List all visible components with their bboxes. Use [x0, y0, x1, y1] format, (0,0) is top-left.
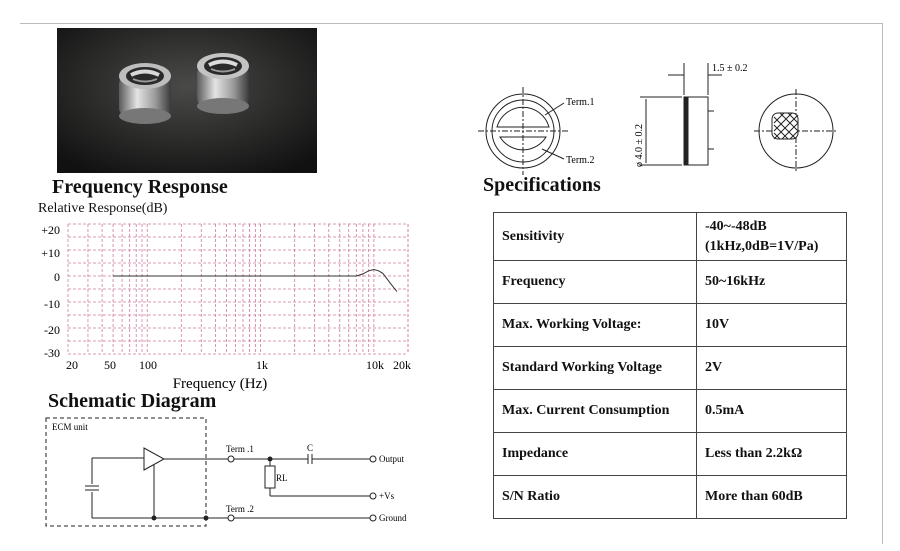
capsule-right — [197, 53, 249, 114]
spec-value: More than 60dB — [697, 476, 847, 519]
x-tick-labels — [66, 358, 411, 372]
spec-value: 10V — [697, 304, 847, 347]
specifications-title: Specifications — [483, 174, 601, 196]
term2-label: Term .2 — [226, 504, 254, 514]
x-tick-label: 10k — [366, 358, 384, 372]
capsule-left — [119, 63, 171, 124]
y-tick-label: +20 — [41, 223, 60, 237]
spec-key: Max. Current Consumption — [494, 390, 697, 433]
frequency-response-title: Frequency Response — [52, 176, 228, 198]
microphone-image — [57, 28, 317, 173]
front-view — [478, 87, 568, 175]
x-tick-label: 50 — [104, 358, 116, 372]
spec-row-impedance — [494, 433, 847, 476]
drawing-term1-label: Term.1 — [566, 97, 595, 108]
spec-row-current — [494, 390, 847, 433]
dimension-drawings — [470, 55, 850, 185]
spec-key: Frequency — [494, 261, 697, 304]
frequency-response-chart — [30, 218, 420, 393]
c-label: C — [307, 443, 314, 453]
diameter-dimension: ø 4.0 ± 0.2 — [634, 124, 645, 167]
spec-value-line: -40~-48dB — [705, 218, 767, 234]
product-photo — [57, 28, 317, 173]
rear-view — [754, 89, 838, 173]
output-label: Output — [379, 454, 405, 464]
spec-value-line: (1kHz,0dB=1V/Pa) — [705, 238, 819, 254]
x-tick-label: 1k — [256, 358, 268, 372]
rl-resistor — [265, 466, 275, 488]
chart-grid — [68, 224, 408, 354]
spec-key: Impedance — [494, 433, 697, 476]
thickness-dimension: 1.5 ± 0.2 — [712, 63, 748, 74]
specifications-table — [493, 212, 847, 519]
spec-value: 50~16kHz — [697, 261, 847, 304]
spec-row-max-voltage — [494, 304, 847, 347]
side-view — [640, 63, 722, 165]
spec-value: 0.5mA — [697, 390, 847, 433]
spec-key: Sensitivity — [494, 213, 697, 261]
schematic-title: Schematic Diagram — [48, 390, 217, 412]
y-tick-labels — [41, 223, 60, 360]
x-tick-label: 20 — [66, 358, 78, 372]
rl-label: RL — [276, 473, 288, 483]
ecm-unit-box — [46, 418, 206, 526]
spec-value: Less than 2.2kΩ — [697, 433, 847, 476]
y-tick-label: +10 — [41, 246, 60, 260]
x-axis-label: Frequency (Hz) — [172, 376, 268, 392]
spec-row-sensitivity — [494, 213, 847, 261]
schematic-diagram — [40, 414, 420, 532]
x-tick-label: 100 — [139, 358, 157, 372]
ecm-unit-label: ECM unit — [52, 422, 88, 432]
spec-value: 2V — [697, 347, 847, 390]
spec-value — [697, 213, 847, 261]
ground-label: Ground — [379, 513, 407, 523]
term1-label: Term .1 — [226, 444, 254, 454]
spec-row-frequency — [494, 261, 847, 304]
y-tick-label: -30 — [44, 346, 60, 360]
spec-key: Max. Working Voltage: — [494, 304, 697, 347]
spec-row-sn-ratio — [494, 476, 847, 519]
y-tick-label: -20 — [44, 323, 60, 337]
vs-label: +Vs — [379, 491, 395, 501]
y-tick-label: -10 — [44, 297, 60, 311]
drawing-term2-label: Term.2 — [566, 155, 595, 166]
spec-row-standard-voltage — [494, 347, 847, 390]
relative-response-label: Relative Response(dB) — [38, 201, 168, 216]
x-tick-label: 20k — [393, 358, 411, 372]
y-tick-label: 0 — [54, 270, 60, 284]
spec-key: S/N Ratio — [494, 476, 697, 519]
spec-key: Standard Working Voltage — [494, 347, 697, 390]
